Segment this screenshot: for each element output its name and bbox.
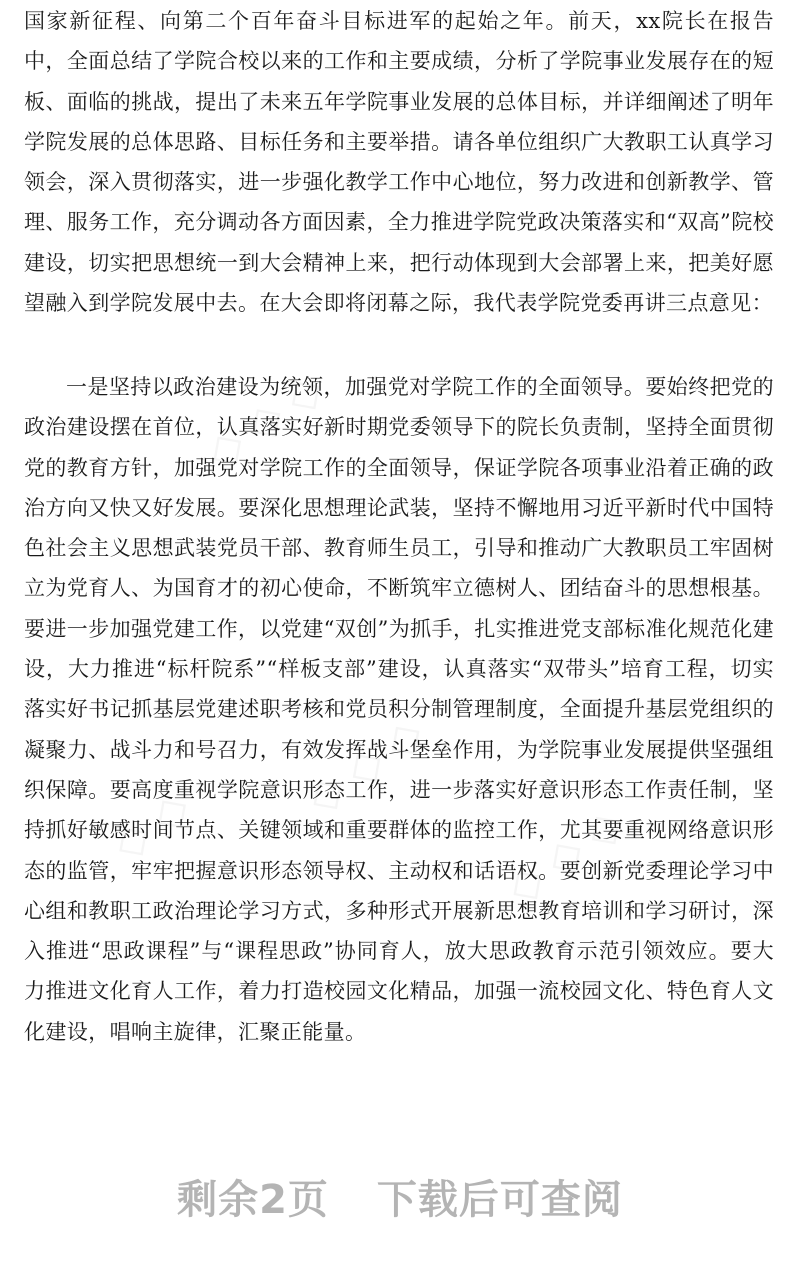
watermark: ◇ ◇ ◇: [197, 362, 333, 479]
download-to-view-banner[interactable]: [0, 1168, 800, 1225]
body-paragraph: 一是坚持以政治建设为统领，加强党对学院工作的全面领导。要始终把党的政治建设摆在首位，认真落实好新时期党委领导下的院长负责制，坚持全面贯彻党的教育方针，加强党对学院工作的全面领导，保证学院各项事业沿着正确的政治方向又快又好发展。要深化思想理论武装，坚持不懈地用习近平新时代中国特色社会主义思想武装党员干部、教育师生员工，引导和推动广大教职员工牢固树立为党育人、为国育才的初心使命，不断筑牢立德树人、团结奋斗的思想根基。要进一步加强党建工作，以党建“双创”为抓手，扎实推进党支部标准化规范化建设，大力推进“标杆院系”“样板支部”建设，认真落实“双带头”培育工程，切实落实好书记抓基层党建述职考核和党员积分制管理制度，全面提升基层党组织的凝聚力、战斗力和号召力，有效发挥战斗堡垒作用，为学院事业发展提供坚强组织保障。要高度重视学院意识形态工作，进一步落实好意识形态工作责任制，坚持抓好敏感时间节点、关键领域和重要群体的监控工作，尤其要重视网络意识形态的监管，牢牢把握意识形态领导权、主动权和话语权。要创新党委理论学习中心组和教职工政治理论学习方式，多种形式开展新思想教育培训和学习研讨，深入推进“思政课程”与“课程思政”协同育人，放大思政教育示范引领效应。要大力推进文化育人工作，着力打造校园文化精品，加强一流校园文化、特色育人文化建设，唱响主旋律，汇聚正能量。: [24, 375, 774, 1044]
body-paragraph: 国家新征程、向第二个百年奋斗目标进军的起始之年。前天，xx院长在报告中，全面总结了学院合校以来的工作和主要成绩，分析了学院事业发展存在的短板、面临的挑战，提出了未来五年学院事业发展的总体目标，并详细阐述了明年学院发展的总体思路、目标任务和主要举措。请各单位组织广大教职工认真学习领会，深入贯彻落实，进一步强化教学工作中心地位，努力改进和创新教学、管理、服务工作，充分调动各方面因素，全力推进学院党政决策落实和“双高”院校建设，切实把思想统一到大会精神上来，把行动体现到大会部署上来，把美好愿望融入到学院发展中去。在大会即将闭幕之际，我代表学院党委再讲三点意见：: [24, 9, 774, 316]
download-hint-label: 下载后可查阅: [376, 1177, 623, 1223]
remaining-pages-label: 剩余2页: [177, 1177, 329, 1223]
watermark: ◇ ◇ ◇: [497, 797, 633, 914]
watermark: ◇ ◇: [102, 781, 199, 870]
watermark: ◇ ◇ ◇: [297, 707, 433, 824]
